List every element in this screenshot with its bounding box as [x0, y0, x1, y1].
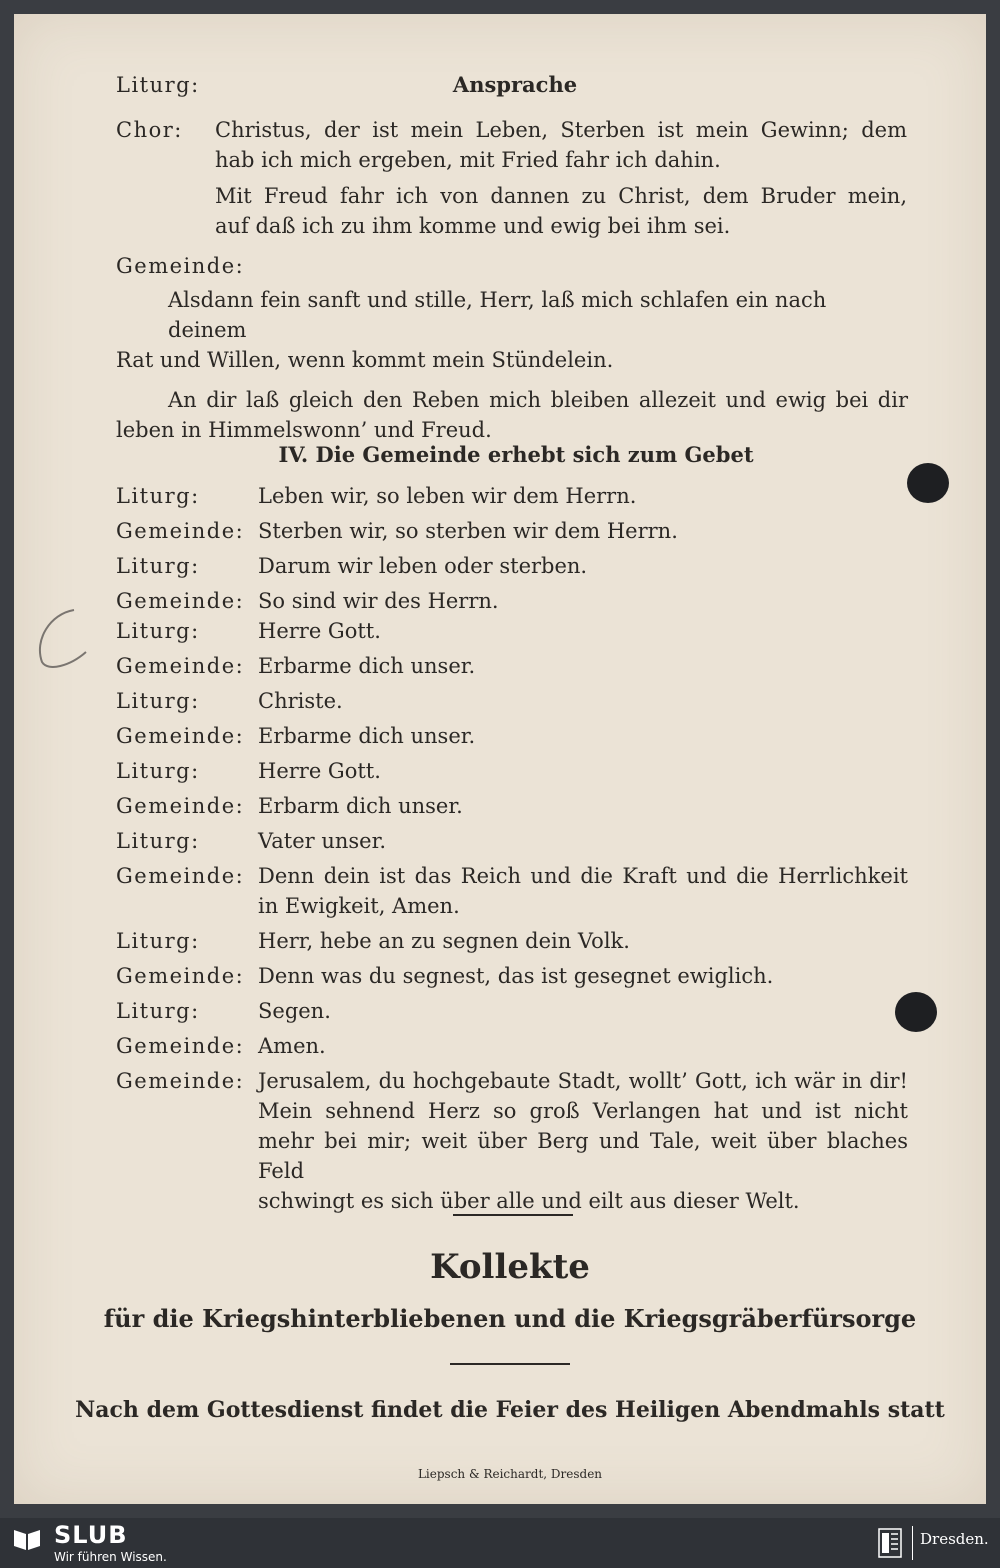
speaker-label: Chor:: [116, 118, 183, 142]
text-line: hab ich mich ergeben, mit Fried fahr ich dahin.: [215, 148, 721, 172]
kollekte-subtitle: für die Kriegshinterbliebenen und die Kriegsgräberfürsorge: [103, 1304, 917, 1333]
divider: [912, 1526, 913, 1560]
brand-name: SLUB: [54, 1521, 128, 1549]
speaker-label: Liturg:: [116, 484, 200, 508]
speaker-label: Gemeinde:: [116, 519, 245, 543]
section-heading: IV. Die Gemeinde erhebt sich zum Gebet: [278, 442, 754, 467]
speaker-label: Gemeinde:: [116, 1069, 245, 1093]
text-line: Segen.: [258, 999, 331, 1023]
punch-hole: [907, 463, 949, 503]
speaker-label: Gemeinde:: [116, 589, 245, 613]
divider: [453, 1214, 573, 1216]
text-line: auf daß ich zu ihm komme und ewig bei ihm sei.: [215, 214, 731, 238]
text-line: Vater unser.: [258, 829, 386, 853]
text-line: Rat und Willen, wenn kommt mein Stündelein.: [116, 348, 614, 372]
text-line: Leben wir, so leben wir dem Herrn.: [258, 484, 637, 508]
speaker-label: Gemeinde:: [116, 654, 245, 678]
text-line: Herr, hebe an zu segnen dein Volk.: [258, 929, 630, 953]
speaker-label: Liturg:: [116, 619, 200, 643]
text-line: Herre Gott.: [258, 619, 381, 643]
text-line: Christus, der ist mein Leben, Sterben ist mein Gewinn; dem: [215, 118, 907, 142]
speaker-label: Gemeinde:: [116, 964, 245, 988]
city-logo-text: Dresden.: [920, 1530, 989, 1548]
text-line: Denn was du segnest, das ist gesegnet ewiglich.: [258, 964, 774, 988]
brand-tagline: Wir führen Wissen.: [54, 1550, 167, 1564]
coat-of-arms-icon: [878, 1528, 902, 1558]
speaker-label: Liturg:: [116, 999, 200, 1023]
pencil-mark-icon: [30, 600, 100, 680]
gemeinde-block: [0, 251, 1000, 442]
speaker-label: Liturg:: [116, 929, 200, 953]
punch-hole: [895, 992, 937, 1032]
speaker-label: Liturg:: [116, 759, 200, 783]
text-line: Mit Freud fahr ich von dannen zu Christ, dem Bruder mein,: [215, 184, 907, 208]
speaker-label: Liturg:: [116, 73, 200, 97]
speaker-label: Gemeinde:: [116, 254, 245, 278]
speaker-label: Liturg:: [116, 829, 200, 853]
text-line: Mein sehnend Herz so groß Verlangen hat und ist nicht: [258, 1099, 908, 1123]
speaker-label: Gemeinde:: [116, 794, 245, 818]
chor-block: [0, 115, 1000, 245]
footer-bar: [0, 1518, 1000, 1568]
abendmahl-note: Nach dem Gottesdienst findet die Feier des Heiligen Abendmahls statt: [75, 1397, 945, 1423]
text-line: Erbarm dich unser.: [258, 794, 463, 818]
book-logo-icon: [12, 1526, 42, 1552]
text-line: Christe.: [258, 689, 343, 713]
speaker-label: Gemeinde:: [116, 724, 245, 748]
text-line: Sterben wir, so sterben wir dem Herrn.: [258, 519, 678, 543]
printer-imprint: Liepsch & Reichardt, Dresden: [417, 1467, 603, 1481]
text-line: Jerusalem, du hochgebaute Stadt, wollt’ Gott, ich wär in dir!: [258, 1069, 908, 1093]
text-line: So sind wir des Herrn.: [258, 589, 499, 613]
text-line: leben in Himmelswonn’ und Freud.: [116, 418, 492, 442]
text-line: Erbarme dich unser.: [258, 654, 476, 678]
speaker-label: Gemeinde:: [116, 864, 245, 888]
divider: [450, 1363, 570, 1365]
text-line: in Ewigkeit, Amen.: [258, 894, 460, 918]
text-line: Denn dein ist das Reich und die Kraft und die Herrlichkeit: [258, 864, 908, 888]
text-line: Alsdann fein sanft und stille, Herr, laß mich schlafen ein nach deinem: [168, 288, 827, 342]
text-line: Herre Gott.: [258, 759, 381, 783]
speaker-label: Liturg:: [116, 689, 200, 713]
text-line: schwingt es sich über alle und eilt aus dieser Welt.: [258, 1189, 800, 1213]
text-line: An dir laß gleich den Reben mich bleiben allezeit und ewig bei dir: [168, 388, 908, 412]
text-line: Erbarme dich unser.: [258, 724, 476, 748]
text-line: Darum wir leben oder sterben.: [258, 554, 588, 578]
kollekte-title: Kollekte: [430, 1247, 590, 1287]
ansprache-title: Ansprache: [452, 72, 578, 97]
text-line: mehr bei mir; weit über Berg und Tale, weit über blaches Feld: [258, 1129, 908, 1183]
text-line: Amen.: [258, 1034, 326, 1058]
speaker-label: Gemeinde:: [116, 1034, 245, 1058]
speaker-label: Liturg:: [116, 554, 200, 578]
